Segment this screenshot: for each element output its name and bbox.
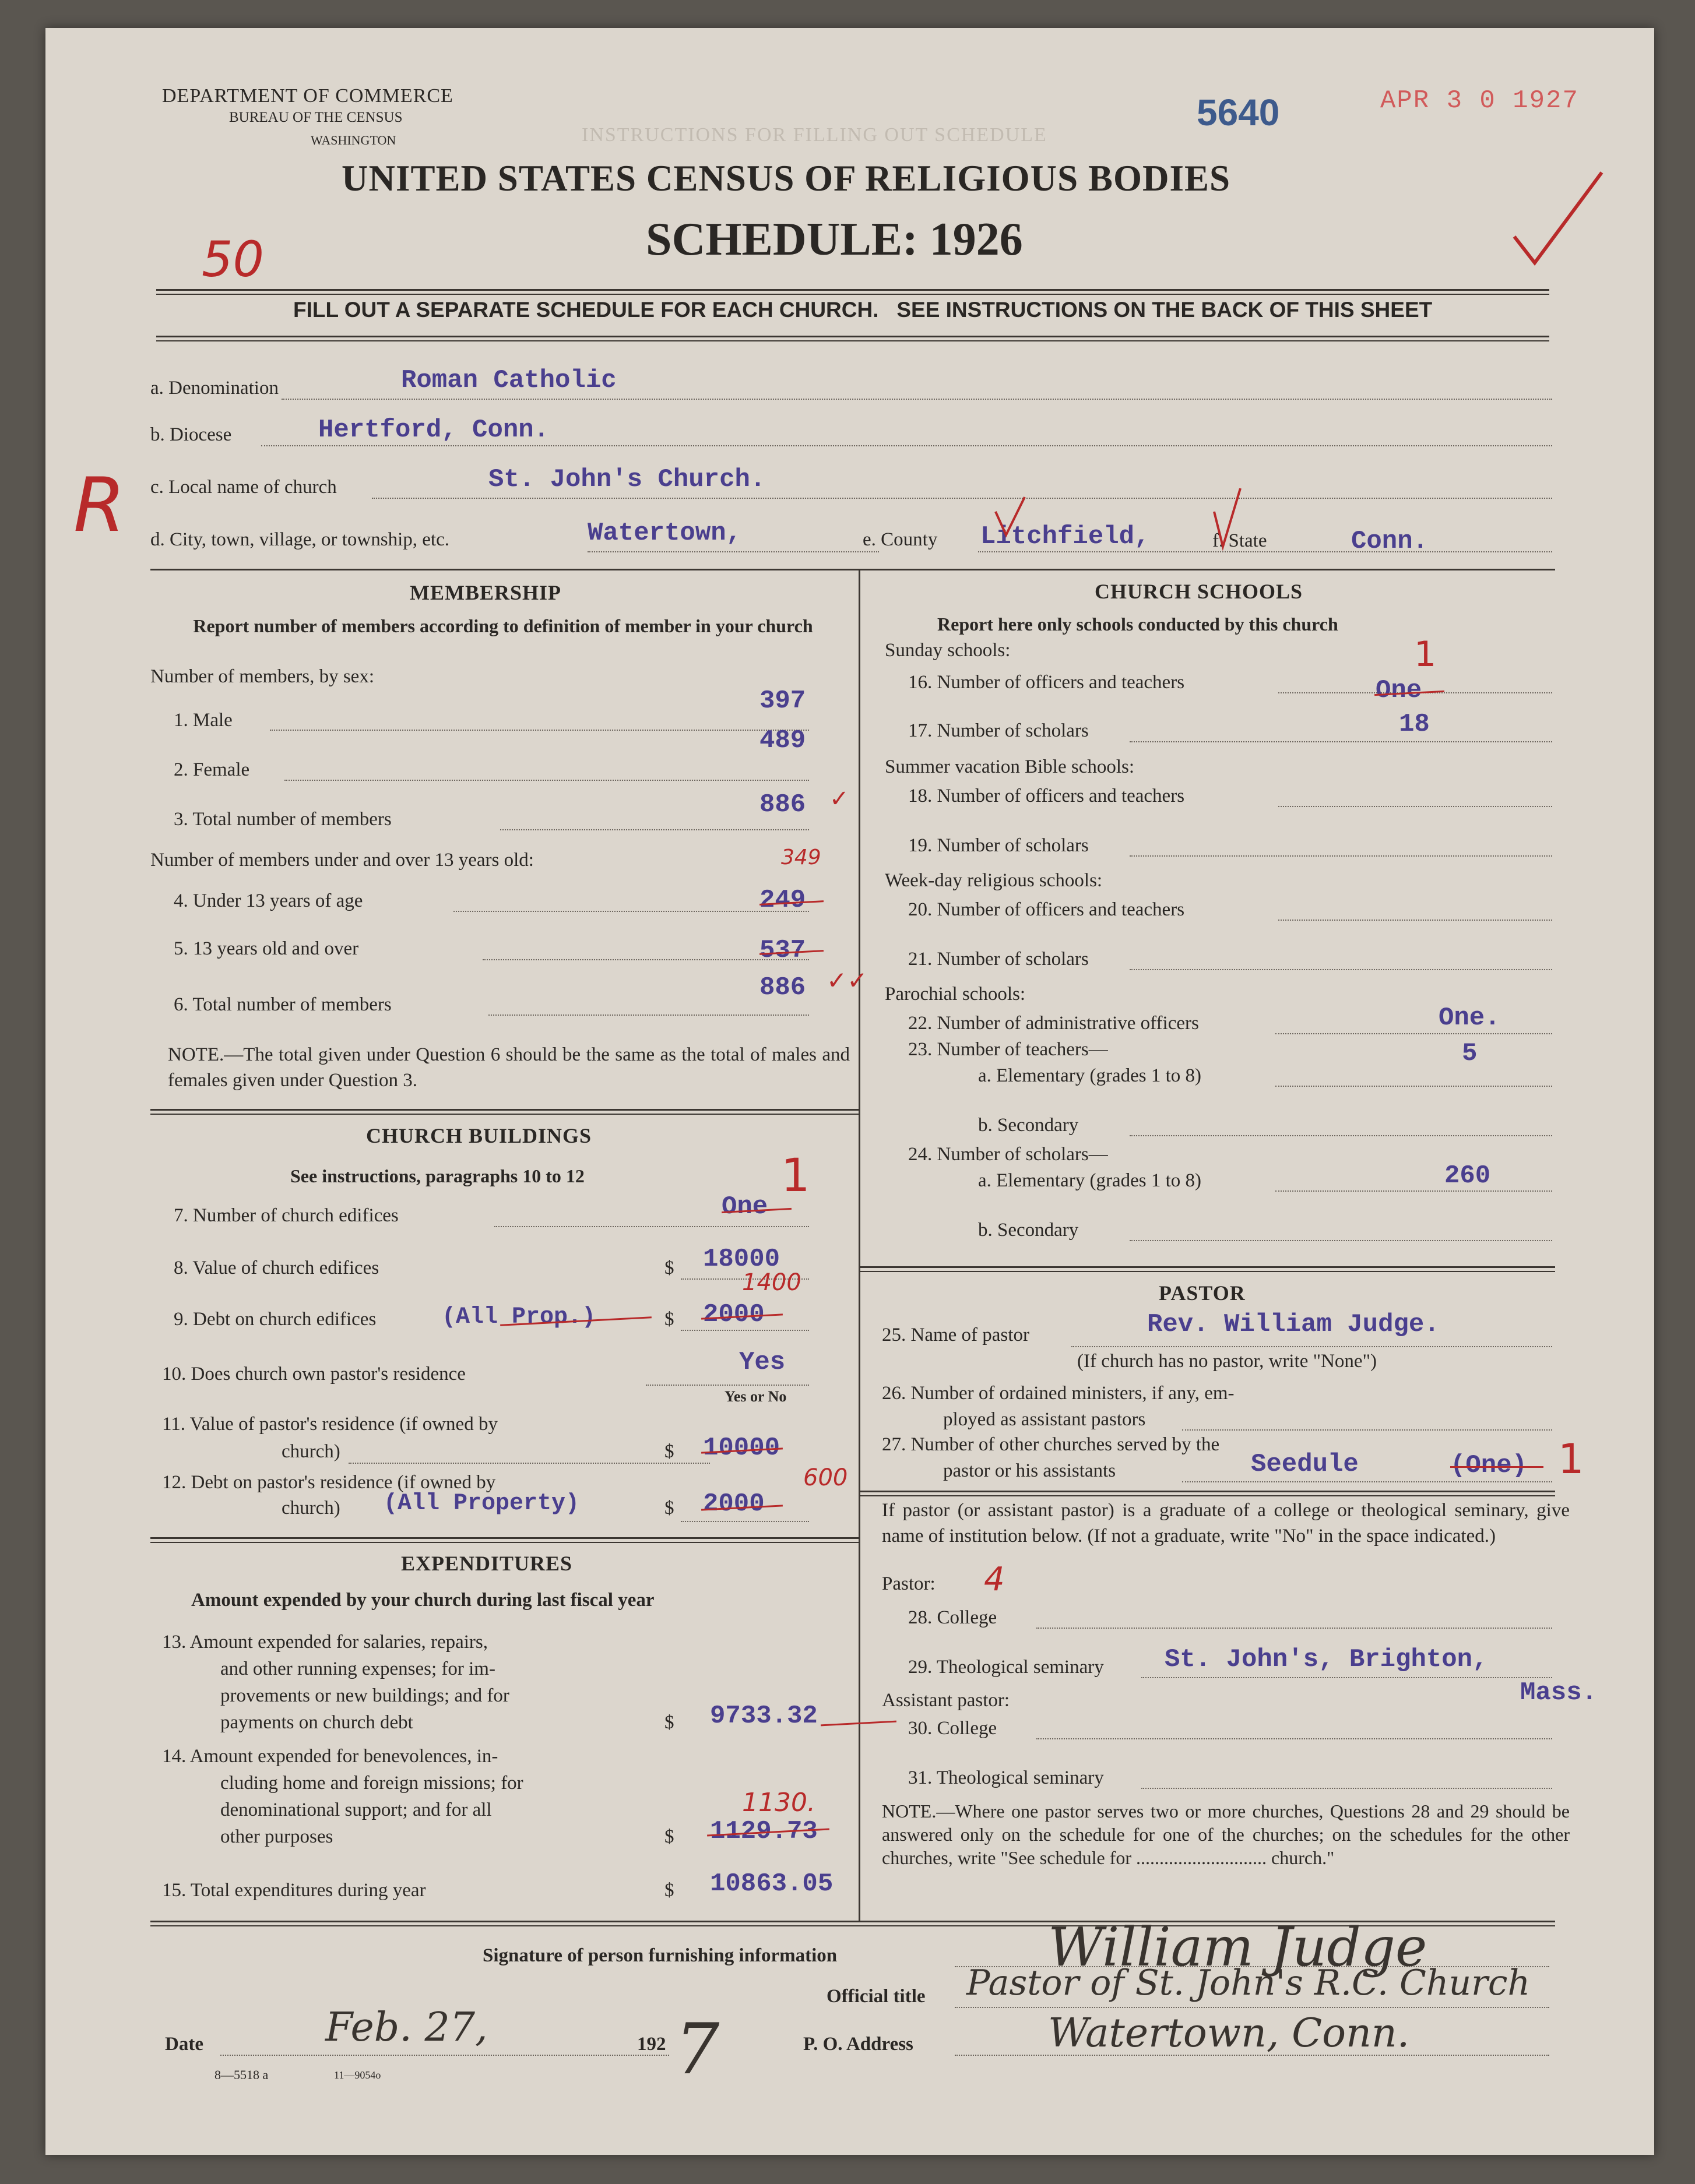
pastor-mark: 4 bbox=[984, 1560, 1005, 1598]
city-label: d. City, town, village, or township, etc. bbox=[150, 529, 449, 550]
total-members-value: 886 bbox=[759, 790, 806, 819]
q14-value: 1129.73 bbox=[710, 1817, 818, 1846]
check-mark-icon bbox=[1508, 167, 1608, 272]
buildings-heading: CHURCH BUILDINGS bbox=[366, 1124, 592, 1147]
margin-mark-r: R bbox=[73, 462, 125, 549]
date-value: Feb. 27, bbox=[325, 2005, 488, 2051]
q13-line-2: and other running expenses; for im- bbox=[220, 1658, 495, 1679]
check-mark-icon: ✓✓ bbox=[827, 966, 868, 995]
date-label: Date bbox=[165, 2034, 203, 2055]
q20-label: 20. Number of officers and teachers bbox=[908, 899, 1185, 920]
q28-label: 28. College bbox=[908, 1607, 997, 1628]
pastor-subheading: Pastor: bbox=[882, 1573, 936, 1594]
church-schools-intro: Report here only schools conducted by this church bbox=[937, 614, 1338, 635]
year-digit: 7 bbox=[675, 2009, 720, 2090]
signature-label: Signature of person furnishing information bbox=[483, 1945, 838, 1966]
q25-hint: (If church has no pastor, write "None") bbox=[1077, 1351, 1377, 1372]
year-printed: 192 bbox=[637, 2034, 666, 2055]
edifice-value-label: 8. Value of church edifices bbox=[174, 1257, 379, 1278]
total-members-label: 3. Total number of members bbox=[174, 809, 392, 830]
po-address-label: P. O. Address bbox=[803, 2034, 913, 2055]
sunday-schools: Sunday schools: bbox=[885, 640, 1011, 661]
edifice-value: 18000 bbox=[703, 1245, 780, 1274]
q23-label: 23. Number of teachers— bbox=[908, 1039, 1108, 1060]
dollar-sign: $ bbox=[664, 1880, 674, 1901]
female-label: 2. Female bbox=[174, 759, 250, 780]
q17-value: 18 bbox=[1399, 710, 1430, 739]
q24b-label: b. Secondary bbox=[978, 1220, 1079, 1241]
female-value: 489 bbox=[759, 726, 806, 755]
q24a-label: a. Elementary (grades 1 to 8) bbox=[978, 1170, 1202, 1191]
q30-label: 30. College bbox=[908, 1718, 997, 1739]
q14-line-2: cluding home and foreign missions; for bbox=[220, 1773, 523, 1794]
q16-value: One bbox=[1376, 676, 1422, 705]
q14-line-4: other purposes bbox=[220, 1826, 333, 1847]
handwritten-50: 50 bbox=[202, 231, 264, 288]
membership-heading: MEMBERSHIP bbox=[410, 581, 562, 604]
form-number: 8—5518 a bbox=[214, 2067, 269, 2082]
q27-label-1: 27. Number of other churches served by the bbox=[882, 1434, 1220, 1455]
church-debt-label: 9. Debt on church edifices bbox=[174, 1309, 377, 1330]
members-by-sex: Number of members, by sex: bbox=[150, 666, 374, 687]
check-marks-icon bbox=[990, 488, 1293, 552]
state-label: f. State bbox=[1212, 530, 1267, 551]
q26-label-2: ployed as assistant pastors bbox=[943, 1409, 1146, 1430]
reverse-bleed-heading: INSTRUCTIONS FOR FILLING OUT SCHEDULE bbox=[582, 124, 1047, 146]
church-schools-heading: CHURCH SCHOOLS bbox=[1095, 580, 1303, 603]
dollar-sign: $ bbox=[664, 1441, 674, 1462]
diocese-value: Hertford, Conn. bbox=[318, 415, 550, 445]
form-title: UNITED STATES CENSUS OF RELIGIOUS BODIES bbox=[342, 158, 1231, 199]
q22-label: 22. Number of administrative officers bbox=[908, 1013, 1199, 1034]
city: WASHINGTON bbox=[311, 133, 396, 147]
check-mark-icon: ✓ bbox=[829, 785, 849, 812]
q24-label: 24. Number of scholars— bbox=[908, 1144, 1108, 1165]
q13-line-3: provements or new buildings; and for bbox=[220, 1685, 509, 1706]
q19-label: 19. Number of scholars bbox=[908, 835, 1089, 856]
church-name-value: St. John's Church. bbox=[488, 465, 766, 494]
q18-label: 18. Number of officers and teachers bbox=[908, 785, 1185, 806]
under-13-correction: 349 bbox=[781, 846, 821, 869]
q23b-label: b. Secondary bbox=[978, 1115, 1079, 1136]
edifices-label: 7. Number of church edifices bbox=[174, 1205, 399, 1226]
seminary-value-2: Mass. bbox=[1520, 1678, 1598, 1707]
male-label: 1. Male bbox=[174, 710, 233, 731]
dollar-sign: $ bbox=[664, 1309, 674, 1330]
dollar-sign: $ bbox=[664, 1498, 674, 1519]
q17-label: 17. Number of scholars bbox=[908, 720, 1089, 741]
under-13-value: 249 bbox=[759, 886, 806, 915]
weekday-schools: Week-day religious schools: bbox=[885, 870, 1103, 891]
q26-label-1: 26. Number of ordained ministers, if any, em- bbox=[882, 1383, 1235, 1404]
county-label: e. County bbox=[863, 529, 938, 550]
q16-label: 16. Number of officers and teachers bbox=[908, 672, 1185, 693]
q15-label: 15. Total expenditures during year bbox=[162, 1880, 426, 1901]
residence-debt-correction: 600 bbox=[803, 1464, 848, 1491]
over-13-label: 5. 13 years old and over bbox=[174, 938, 359, 959]
q27-label-2: pastor or his assistants bbox=[943, 1460, 1116, 1481]
bureau: BUREAU OF THE CENSUS bbox=[229, 110, 403, 125]
under-13-label: 4. Under 13 years of age bbox=[174, 890, 363, 911]
graduate-intro: If pastor (or assistant pastor) is a graduate of a college or theological seminary, give name of institution below. (If not a graduate, write "No" in the space indicated.) bbox=[882, 1500, 1570, 1547]
q27-struck: (One) bbox=[1450, 1451, 1528, 1480]
membership-intro: Report number of members according to definition of member in your church bbox=[193, 615, 813, 636]
q22-value: One. bbox=[1439, 1003, 1500, 1033]
county-value: Litchfield, bbox=[980, 522, 1150, 551]
q14-correction: 1130. bbox=[742, 1788, 815, 1817]
church-name-label: c. Local name of church bbox=[150, 477, 337, 498]
denomination-label: a. Denomination bbox=[150, 378, 279, 399]
q23a-label: a. Elementary (grades 1 to 8) bbox=[978, 1065, 1202, 1086]
file-number: 5640 bbox=[1197, 91, 1280, 133]
church-debt-correction: 1400 bbox=[742, 1269, 801, 1296]
q13-value: 9733.32 bbox=[710, 1702, 818, 1731]
membership-note: NOTE.—The total given under Question 6 should be the same as the total of males and females given under Question 3. bbox=[168, 1044, 850, 1091]
po-address-value: Watertown, Conn. bbox=[1048, 2010, 1410, 2056]
q23a-value: 5 bbox=[1462, 1039, 1478, 1068]
official-title-label: Official title bbox=[827, 1986, 926, 2007]
residence-value-label-1: 11. Value of pastor's residence (if owned by bbox=[162, 1414, 498, 1435]
male-value: 397 bbox=[759, 686, 806, 716]
expenditures-heading: EXPENDITURES bbox=[401, 1552, 573, 1575]
q29-label: 29. Theological seminary bbox=[908, 1657, 1104, 1678]
church-debt-note: (All Prop.) bbox=[442, 1304, 596, 1330]
q27-correction: 1 bbox=[1558, 1435, 1584, 1483]
summer-schools: Summer vacation Bible schools: bbox=[885, 756, 1135, 777]
residence-debt-label-2: church) bbox=[282, 1498, 340, 1519]
age-intro: Number of members under and over 13 years old: bbox=[150, 850, 534, 871]
edifices-value: One bbox=[722, 1192, 768, 1221]
residence-value-label-2: church) bbox=[282, 1441, 340, 1462]
residence-value: 10000 bbox=[703, 1433, 780, 1463]
expenditures-intro: Amount expended by your church during last fiscal year bbox=[191, 1590, 655, 1611]
pastor-note: NOTE.—Where one pastor serves two or more churches, Questions 28 and 29 should be answered only on the schedule for one of the churches; on the schedules for the other churches, write "See schedule for ............................ church." bbox=[882, 1801, 1570, 1868]
dollar-sign: $ bbox=[664, 1257, 674, 1278]
parochial-schools: Parochial schools: bbox=[885, 984, 1026, 1005]
city-value: Watertown, bbox=[588, 519, 742, 548]
church-debt-value: 2000 bbox=[703, 1300, 765, 1329]
edifices-correction: 1 bbox=[781, 1150, 810, 1202]
q27-value: Seedule bbox=[1251, 1450, 1359, 1479]
date-stamp: APR 3 0 1927 bbox=[1380, 86, 1579, 115]
owns-residence-value: Yes bbox=[739, 1348, 786, 1377]
buildings-intro: See instructions, paragraphs 10 to 12 bbox=[290, 1165, 585, 1186]
q16-correction: 1 bbox=[1414, 634, 1437, 675]
dollar-sign: $ bbox=[664, 1826, 674, 1847]
q31-label: 31. Theological seminary bbox=[908, 1767, 1104, 1788]
form-subtitle: SCHEDULE: 1926 bbox=[646, 214, 1023, 265]
q24a-value: 260 bbox=[1444, 1161, 1491, 1190]
q13-line-1: 13. Amount expended for salaries, repairs, bbox=[162, 1632, 488, 1653]
pastor-heading: PASTOR bbox=[1159, 1281, 1246, 1305]
residence-debt-value: 2000 bbox=[703, 1489, 765, 1519]
form-instruction: FILL OUT A SEPARATE SCHEDULE FOR EACH CHURCH. SEE INSTRUCTIONS ON THE BACK OF THIS SHEET bbox=[293, 298, 1433, 322]
assistant-subheading: Assistant pastor: bbox=[882, 1690, 1010, 1711]
q21-label: 21. Number of scholars bbox=[908, 949, 1089, 970]
pastor-name: Rev. William Judge. bbox=[1147, 1310, 1440, 1339]
q25-label: 25. Name of pastor bbox=[882, 1325, 1029, 1345]
denomination-value: Roman Catholic bbox=[401, 366, 617, 395]
census-form-sheet bbox=[45, 28, 1654, 2155]
signature: William Judge bbox=[1048, 1916, 1427, 1978]
total-members-6-label: 6. Total number of members bbox=[174, 994, 392, 1015]
q13-line-4: payments on church debt bbox=[220, 1712, 413, 1733]
print-code: 11—9054o bbox=[334, 2069, 381, 2081]
official-title-value: Pastor of St. John's R.C. Church bbox=[966, 1963, 1531, 2003]
residence-debt-note: (All Property) bbox=[384, 1491, 580, 1517]
over-13-value: 537 bbox=[759, 936, 806, 965]
dollar-sign: $ bbox=[664, 1712, 674, 1733]
residence-debt-label-1: 12. Debt on pastor's residence (if owned by bbox=[162, 1472, 496, 1493]
total-members-6-value: 886 bbox=[759, 973, 806, 1002]
yes-no-hint: Yes or No bbox=[725, 1388, 787, 1405]
diocese-label: b. Diocese bbox=[150, 424, 232, 445]
state-value: Conn. bbox=[1351, 527, 1429, 556]
q14-line-1: 14. Amount expended for benevolences, in- bbox=[162, 1746, 498, 1767]
seminary-value-1: St. John's, Brighton, bbox=[1165, 1645, 1488, 1674]
q14-line-3: denominational support; and for all bbox=[220, 1799, 492, 1820]
q15-value: 10863.05 bbox=[710, 1869, 834, 1898]
department: DEPARTMENT OF COMMERCE bbox=[162, 85, 453, 107]
owns-residence-label: 10. Does church own pastor's residence bbox=[162, 1364, 466, 1385]
